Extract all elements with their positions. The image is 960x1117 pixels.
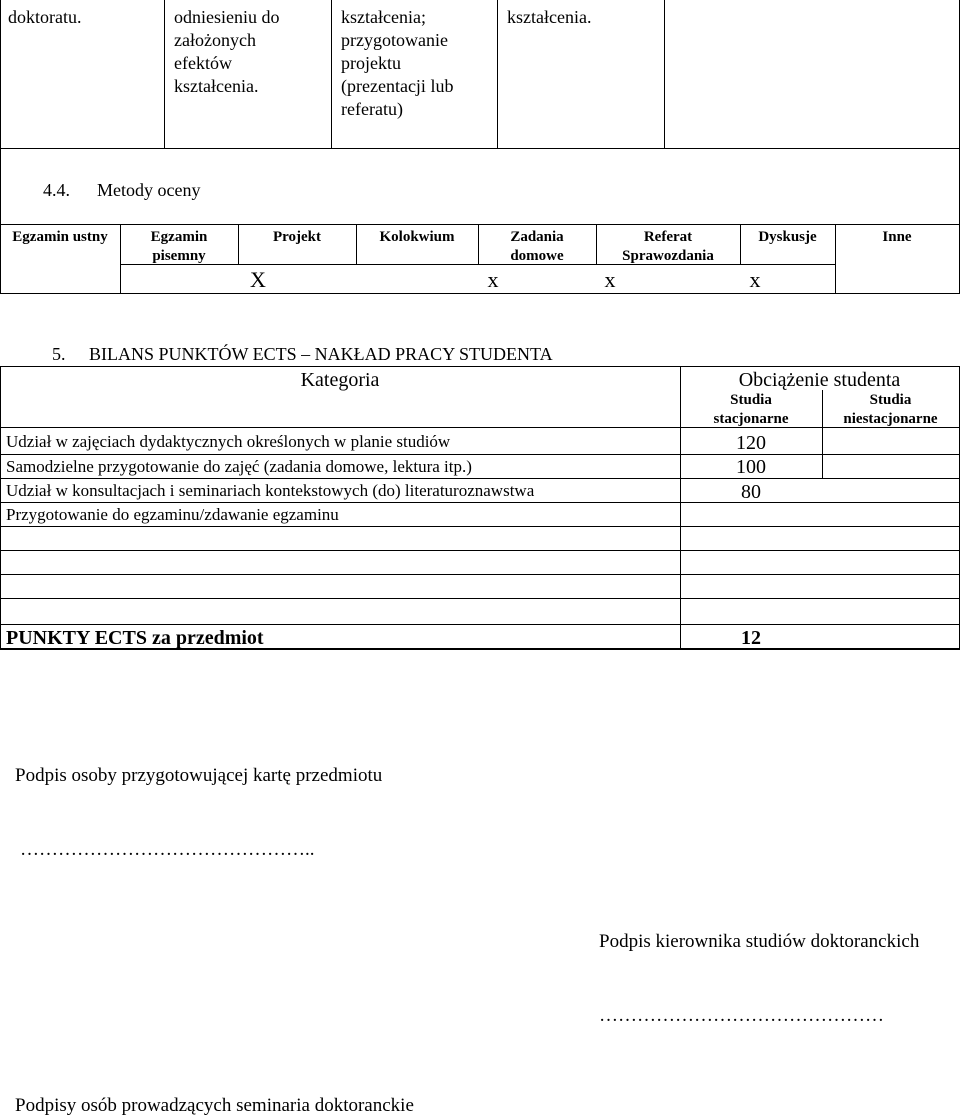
method-header-line: Egzamin bbox=[150, 229, 208, 245]
signature-head: Podpis kierownika studiów doktoranckich bbox=[599, 931, 920, 952]
top-cell-2-line: kształcenia. bbox=[174, 76, 259, 96]
ects-row-stationary: 100 bbox=[736, 456, 766, 478]
top-cell-3-line: przygotowanie bbox=[341, 30, 448, 50]
signature-preparer: Podpis osoby przygotowującej kartę przedmiotu bbox=[15, 765, 383, 786]
ects-row-stationary: 80 bbox=[741, 481, 761, 503]
top-cell-2-line: odniesieniu do bbox=[174, 7, 280, 27]
ects-total-label: PUNKTY ECTS za przedmiot bbox=[6, 627, 264, 649]
section-5-title: BILANS PUNKTÓW ECTS – NAKŁAD PRACY STUDENTA bbox=[89, 344, 553, 364]
method-header-discussion bbox=[740, 228, 835, 247]
mark-report: x bbox=[604, 267, 616, 292]
top-cell-2-line: założonych bbox=[174, 30, 256, 50]
method-header-line: Inne bbox=[882, 229, 912, 245]
top-cell-3-line: referatu) bbox=[341, 99, 403, 119]
mark-homework: x bbox=[487, 267, 499, 292]
signature-preparer-dots: ……………………………………….. bbox=[20, 839, 315, 860]
method-header-project bbox=[238, 228, 356, 247]
method-header-written bbox=[120, 228, 238, 266]
method-header-other bbox=[835, 228, 959, 247]
section-title: Metody oceny bbox=[97, 180, 201, 200]
signature-head-dots: ……………………………………… bbox=[599, 1005, 884, 1026]
top-cell-3 bbox=[341, 6, 491, 121]
sub-stationary bbox=[680, 391, 822, 429]
sub-nonstationary-line: Studia bbox=[869, 392, 912, 408]
mark-discussion: x bbox=[749, 267, 761, 292]
ects-total-value: 12 bbox=[741, 627, 761, 649]
ects-row-stationary: 120 bbox=[736, 432, 766, 454]
top-cell-3-line: projektu bbox=[341, 53, 401, 73]
col-load: Obciążenie studenta bbox=[738, 369, 901, 391]
top-cell-2-line: efektów bbox=[174, 53, 232, 73]
method-header-line: Egzamin ustny bbox=[12, 229, 108, 245]
method-header-oral bbox=[0, 228, 120, 247]
sub-nonstationary-line: niestacjonarne bbox=[843, 411, 938, 427]
method-header-line: Projekt bbox=[272, 229, 322, 245]
ects-row-label: Przygotowanie do egzaminu/zdawanie egzaminu bbox=[6, 505, 339, 524]
section-5-number: 5. bbox=[52, 344, 66, 364]
method-header-line: Zadania bbox=[510, 229, 564, 245]
method-header-line: pisemny bbox=[152, 248, 206, 264]
method-header-line: Referat bbox=[643, 229, 693, 245]
top-cell-3-line: (prezentacji lub bbox=[341, 76, 454, 96]
method-header-colloquium bbox=[356, 228, 478, 247]
col-category: Kategoria bbox=[300, 369, 380, 391]
method-header-line: Sprawozdania bbox=[622, 248, 714, 264]
method-header-line: domowe bbox=[510, 248, 564, 264]
section-number: 4.4. bbox=[43, 180, 70, 200]
top-cell-1: doktoratu. bbox=[8, 7, 82, 27]
sub-nonstationary bbox=[822, 391, 959, 429]
method-header-line: Dyskusje bbox=[758, 229, 817, 245]
top-cell-2 bbox=[174, 6, 324, 98]
method-header-report bbox=[596, 228, 740, 266]
top-cell-3-line: kształcenia; bbox=[341, 7, 426, 27]
method-header-line: Kolokwium bbox=[379, 229, 455, 245]
top-cell-4: kształcenia. bbox=[507, 7, 592, 27]
sub-stationary-line: Studia bbox=[730, 392, 772, 408]
ects-row-label: Udział w zajęciach dydaktycznych określonych w planie studiów bbox=[6, 432, 451, 451]
signature-seminar: Podpisy osób prowadzących seminaria doktoranckie bbox=[15, 1095, 414, 1116]
mark-project: X bbox=[250, 267, 266, 292]
ects-row-label: Samodzielne przygotowanie do zajęć (zadania domowe, lektura itp.) bbox=[6, 457, 472, 476]
method-header-homework bbox=[478, 228, 596, 266]
ects-row-label: Udział w konsultacjach i seminariach kontekstowych (do) literaturoznawstwa bbox=[6, 481, 535, 500]
sub-stationary-line: stacjonarne bbox=[713, 411, 789, 427]
